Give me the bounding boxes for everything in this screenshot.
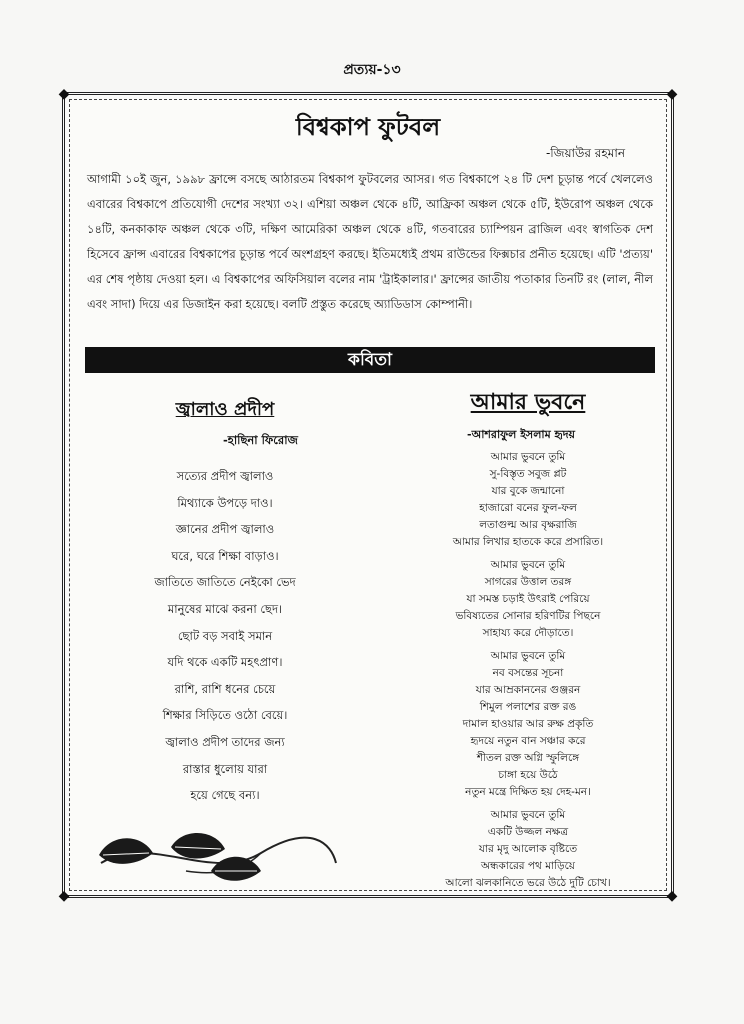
corner-diamond-icon: ◆ (58, 86, 70, 102)
poem-line: আমার ভুবনে তুমি (490, 559, 566, 571)
poem-right (397, 385, 659, 898)
poem-line: রাস্তার ধুলোয় যারা (182, 761, 268, 776)
poem-lines (85, 463, 365, 809)
poem-line: শিক্ষার সিড়িতে ওঠো বেয়ে। (162, 708, 288, 723)
article-title: বিশ্বকাপ ফুটবল (295, 113, 441, 141)
poem-line: জাতিতে জাতিতে নেইকো ভেদ (154, 575, 296, 590)
poem-line: রাশি, রাশি ধনের চেয়ে (174, 681, 276, 696)
section-banner: কবিতা (85, 347, 655, 373)
poem-line: যার মৃদু আলোক বৃষ্টিতে (478, 843, 578, 855)
poem-title: জ্বালাও প্রদীপ (175, 399, 275, 420)
poem-line: ভবিষ্যতের সোনার হরিণটির পিছনে (455, 610, 601, 622)
page-frame (58, 86, 678, 904)
poem-line: সাগরের উত্তাল তরঙ্গ (484, 576, 572, 588)
poem-line: আমার ভুবনে তুমি (490, 650, 566, 662)
poem-line: অন্ধকারের পথ মাড়িয়ে (481, 860, 575, 872)
poem-line: নতুন মন্ত্রে দিক্ষিত হয় দেহ-মন। (465, 786, 591, 798)
poem-line: আমার লিখার হাতকে করে প্রসারিত। (452, 536, 604, 548)
poem-line: নব বসন্তের সূচনা (492, 667, 564, 679)
poem-line: জ্ঞানের প্রদীপ জ্বালাও (175, 522, 275, 537)
poem-line: হাজারো বনের ফুল-ফল (479, 502, 577, 514)
poem-line: ঘরে, ঘরে শিক্ষা বাড়াও। (171, 548, 279, 563)
poem-line: জ্বালাও প্রদীপ তাদের জন্য (165, 734, 285, 749)
corner-diamond-icon: ◆ (666, 86, 678, 102)
poet-name: -আশরাফুল ইসলাম হৃদয় (467, 428, 576, 441)
poem-line: হয়ে গেছে বন্য। (190, 788, 260, 803)
poem-line: দামাল হাওয়ার আর রুক্ষ প্রকৃতি (462, 718, 594, 730)
poem-line: যা সমস্ত চড়াই উৎরাই পেরিয়ে (466, 593, 590, 605)
poem-title: আমার ভুবনে (470, 390, 586, 415)
poem-line: ছোট বড় সবাই সমান (177, 628, 273, 643)
poem-stanza (397, 807, 659, 892)
poem-line: সাহায্য করে দৌড়াতে। (482, 627, 574, 639)
article-author: -জিয়াউর রহমান (545, 146, 625, 160)
poem-line: যদি থকে একটি মহৎপ্রাণ। (167, 655, 283, 670)
poem-line: শিমুল পলাশের রক্ত রঙ (479, 701, 577, 713)
poem-stanza (397, 648, 659, 801)
corner-diamond-icon: ◆ (58, 888, 70, 904)
poem-line: আমার ভুবনে তুমি (490, 809, 566, 821)
poem-line: লতাগুল্ম আর বৃক্ষরাজি (479, 519, 577, 531)
poem-line: সু-বিস্তৃত সবুজ প্লট (489, 468, 567, 480)
poem-line: যার আম্রকাননের গুঞ্জরন (475, 684, 581, 696)
poem-stanza (397, 557, 659, 642)
poem-line: আলো ঝলকানিতে ভরে উঠে দুটি চোখ। (445, 877, 611, 889)
poem-line: চাঙ্গা হয়ে উঠে (498, 769, 558, 781)
poem-line: আমার ভুবনে তুমি (490, 451, 566, 463)
poet-name: -হাছিনা ফিরোজ (223, 433, 298, 447)
poem-line: সত্যের প্রদীপ জ্বালাও (176, 469, 274, 483)
poem-line: মিথ্যাকে উপড়ে দাও। (177, 495, 273, 510)
leaf-vine-ornament-icon (91, 823, 341, 889)
poem-line: মানুষের মাঝে করনা ছেদ। (167, 601, 283, 616)
page-header: প্রত্যয়-১৩ (343, 62, 401, 78)
corner-diamond-icon: ◆ (666, 888, 678, 904)
article-body: আগামী ১০ই জুন, ১৯৯৮ ফ্রান্সে বসছে আঠারতম বিশ্বকাপ ফুটবলের আসর। গত বিশ্বকাপে ২৪ টি দেশ চূড়ান্ত পর্বে খেললেও এবারের বিশ্বকাপে প্রতিযোগী দেশের সংখ্যা ৩২। এশিয়া অঞ্চল থেকে ৪টি, আফ্রিকা অঞ্চল থেকে ৫টি, ইউরোপ অঞ্চল থেকে ১৪টি, কনকাকাফ অঞ্চল থেকে ৩টি, দক্ষিণ আমেরিকা অঞ্চল থেকে ৪টি, গতবারের চ্যাম্পিয়ন ব্রাজিল এবং স্বাগতিক দেশ হিসেবে ফ্রান্স এবারের বিশ্বকাপের চূড়ান্ত পর্বে অংশগ্রহণ করছে। ইতিমধ্যেই প্রথম রাউন্ডের ফিক্সচার প্রনীত হয়েছে। এটি 'প্রত্যয়' এর শেষ পৃষ্ঠায় দেওয়া হল। এ বিশ্বকাপের অফিসিয়াল বলের নাম 'ট্রাইকালার।' ফ্রান্সের জাতীয় পতাকার তিনটি রং (লাল, নীল এবং সাদা) দিয়ে এর ডিজাইন করা হয়েছে। বলটি প্রস্তুত করেছে অ্যাডিডাস কোম্পানী। (87, 172, 653, 311)
poem-line: হৃদয়ে নতুন বান সঞ্চার করে (470, 735, 586, 747)
poem-stanza (397, 449, 659, 551)
poem-line: শীতল রক্ত অগ্নি স্ফুলিঙ্গে (476, 752, 580, 764)
poem-left (85, 395, 365, 809)
poem-line: একটি উজ্জল নক্ষত্র (487, 826, 569, 838)
poem-line: যার বুকে জন্মানো (491, 485, 565, 497)
